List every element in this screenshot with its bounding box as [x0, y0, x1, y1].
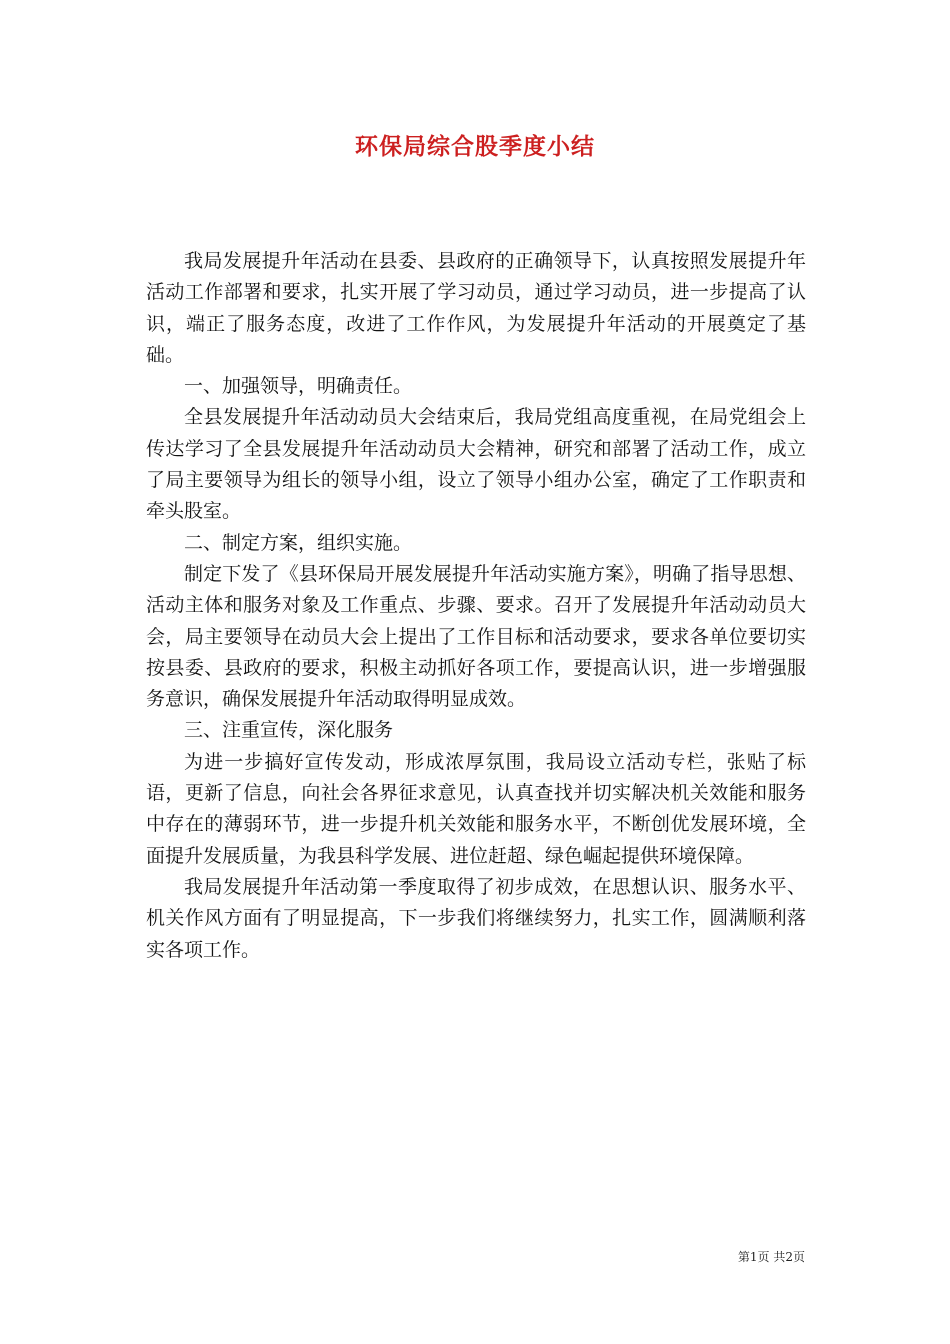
- document-title: 环保局综合股季度小结: [355, 133, 595, 160]
- section-heading-3: 三、注重宣传，深化服务: [184, 719, 394, 742]
- document-body: [146, 246, 806, 966]
- page-number-footer: 第1页 共2页: [737, 1250, 805, 1264]
- paragraph-section-3: 为进一步搞好宣传发动，形成浓厚氛围，我局设立活动专栏，张贴了标语，更新了信息，向社会各界征求意见，认真查找并切实解决机关效能和服务中存在的薄弱环节，进一步提升机关效能和服务水平，不断创优发展环境，全面提升发展质量，为我县科学发展、进位赶超、绿色崛起提供环境保障。: [146, 750, 806, 867]
- section-heading-2: 二、制定方案，组织实施。: [184, 531, 413, 554]
- paragraph-conclusion: 我局发展提升年活动第一季度取得了初步成效，在思想认识、服务水平、机关作风方面有了明显提高，下一步我们将继续努力，扎实工作，圆满顺利落实各项工作。: [146, 875, 806, 961]
- paragraph-section-2: 制定下发了《县环保局开展发展提升年活动实施方案》，明确了指导思想、活动主体和服务对象及工作重点、步骤、要求。召开了发展提升年活动动员大会，局主要领导在动员大会上提出了工作目标和活动要求，要求各单位要切实按县委、县政府的要求，积极主动抓好各项工作，要提高认识，进一步增强服务意识，确保发展提升年活动取得明显成效。: [146, 562, 806, 711]
- paragraph-section-1: 全县发展提升年活动动员大会结束后，我局党组高度重视，在局党组会上传达学习了全县发展提升年活动动员大会精神，研究和部署了活动工作，成立了局主要领导为组长的领导小组，设立了领导小组办公室，确定了工作职责和牵头股室。: [146, 406, 806, 523]
- paragraph-intro: 我局发展提升年活动在县委、县政府的正确领导下，认真按照发展提升年活动工作部署和要求，扎实开展了学习动员，通过学习动员，进一步提高了认识，端正了服务态度，改进了工作作风，为发展提升年活动的开展奠定了基础。: [146, 250, 806, 366]
- section-heading-1: 一、加强领导，明确责任。: [184, 375, 413, 398]
